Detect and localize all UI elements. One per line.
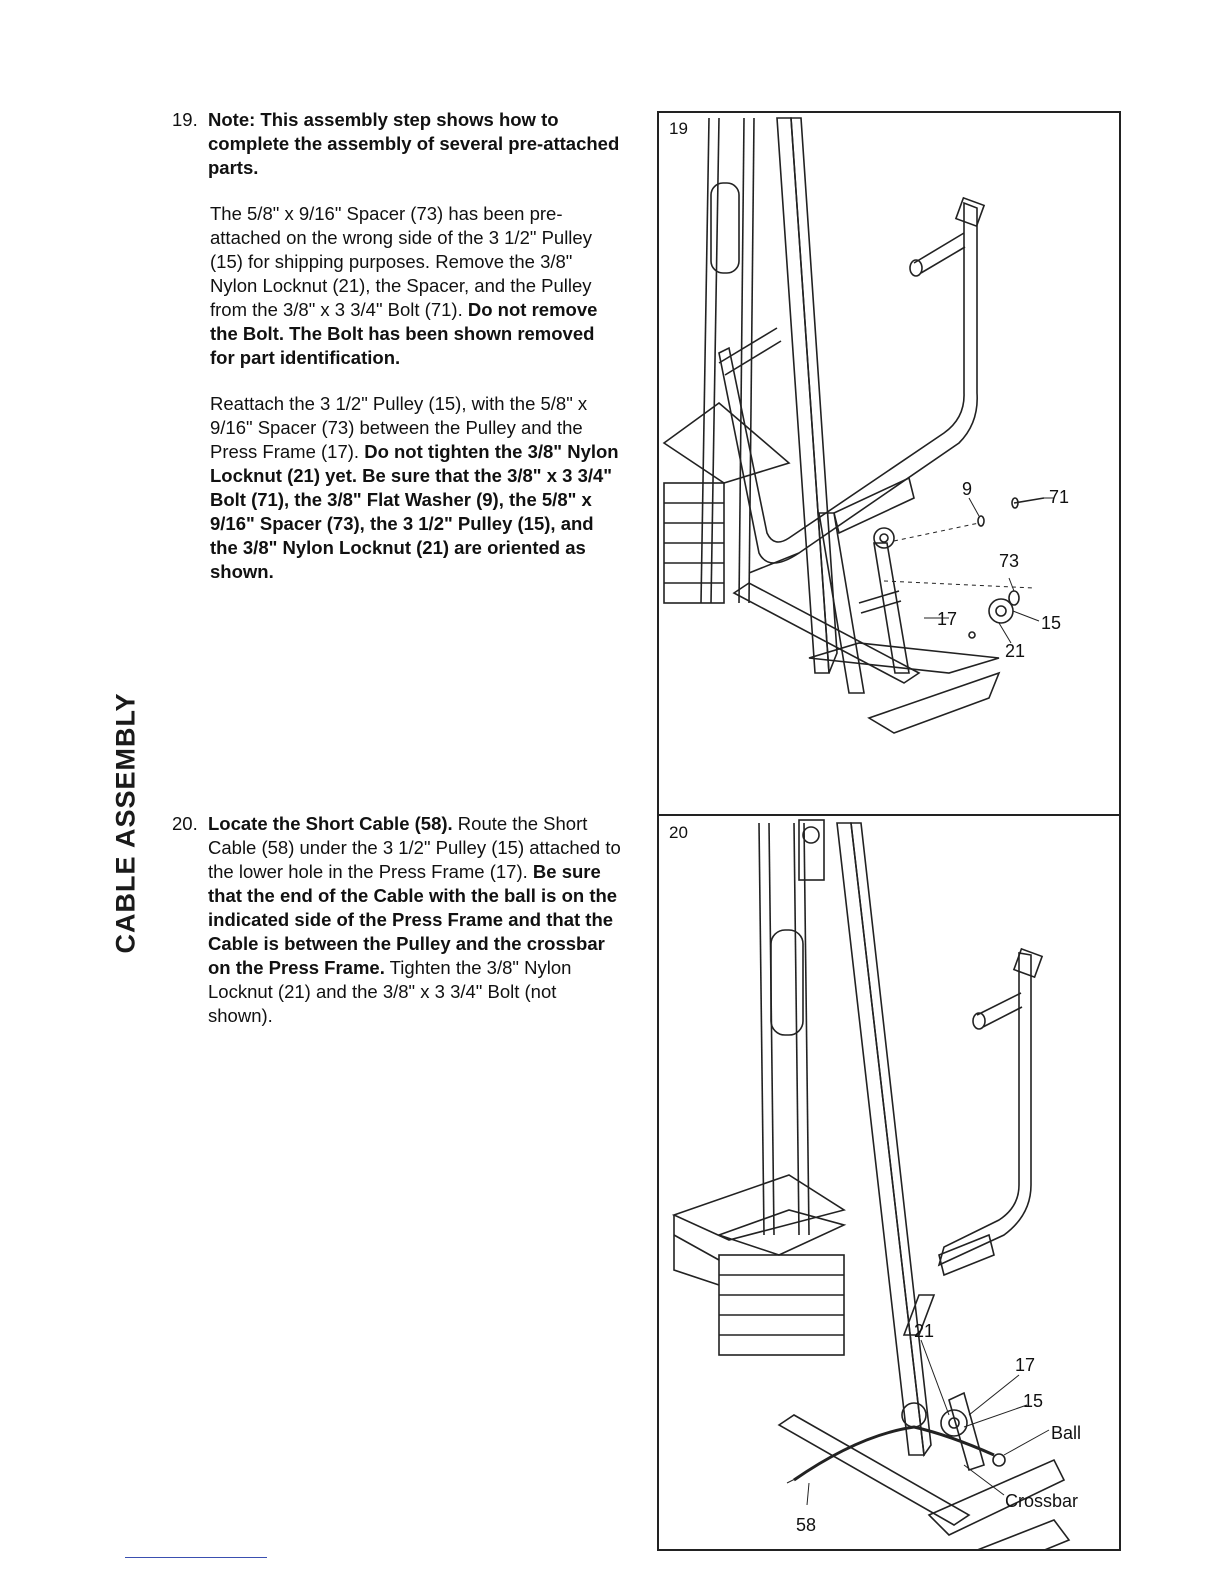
callout-21: 21 [1005, 641, 1026, 661]
guide-rod-left [701, 118, 709, 603]
press-frame-bracket [939, 1235, 994, 1275]
bottom-rule [125, 1557, 267, 1558]
pulley-19 [874, 528, 894, 548]
figure-20-number: 20 [669, 823, 688, 842]
rod-stopper [711, 183, 739, 273]
step-20 [172, 812, 624, 1050]
step-20-text-1: Route the Short Cable (58) under the 3 1/2" Pulley (15) attached to the lower hole in the Press Frame (17). [208, 813, 621, 882]
handle-upper [914, 233, 964, 263]
press-frame-bracket [834, 478, 914, 533]
callout-ball: Ball [1051, 1423, 1082, 1443]
top-pulley-bracket [799, 820, 824, 880]
step-19-number: 19. [172, 109, 198, 130]
cable-ball [993, 1454, 1005, 1466]
callout-15: 15 [1023, 1391, 1044, 1411]
step-20-bold-1: Locate the Short Cable (58). [208, 813, 453, 834]
weight-stack [674, 1175, 844, 1355]
pulley-15 [989, 599, 1013, 623]
step-19 [172, 108, 624, 606]
step-19-note: Note: This assembly step shows how to complete the assembly of several pre-attached parts. [208, 109, 620, 178]
step-19-p2-bold: Do not tighten the 3/8" Nylon Locknut (21) yet. Be sure that the 3/8" x 3 3/4" Bolt (71), the 3/8" Flat Washer (9), the 5/8" x 9/16" Spacer (73), the 3 1/2" Pulley (15), and the 3/8" Nylon Locknut (21) are oriented as shown. [210, 441, 619, 582]
figure-19-illustration [659, 113, 1119, 813]
washer-9 [978, 516, 984, 526]
guide-rod-left [759, 823, 764, 1235]
section-tab [96, 683, 156, 963]
callout-71: 71 [1049, 487, 1070, 507]
step-19-p1-bold: Do not remove the Bolt. The Bolt has been shown removed for part identification. [210, 299, 598, 368]
callout-73: 73 [999, 551, 1020, 571]
handle-lower [719, 328, 777, 363]
press-frame-arm [939, 953, 1031, 1265]
step-19-p2-text: Reattach the 3 1/2" Pulley (15), with the 5/8" x 9/16" Spacer (73) between the Pulley and the Press Frame (17). [210, 393, 588, 462]
callout-9: 9 [962, 479, 973, 499]
guide-rod-right [794, 823, 799, 1235]
guide-rod-right [739, 118, 744, 603]
figure-panel [657, 111, 1121, 1551]
step-19-p1-text: The 5/8" x 9/16" Spacer (73) has been pre-attached on the wrong side of the 3 1/2" Pulley (15) for shipping purposes. Remove the 3/8" Nylon Locknut (21), the Spacer, and the Pulley from the 3/8" x 3 3/4" Bolt (71). [210, 203, 592, 320]
weight-stack [664, 403, 789, 603]
callout-17: 17 [1015, 1355, 1036, 1375]
main-upright [777, 118, 829, 673]
callout-58: 58 [796, 1515, 817, 1535]
figure-19-number: 19 [669, 119, 688, 138]
rod-stopper [771, 930, 803, 1035]
locknut-21 [969, 632, 975, 638]
figure-20-illustration [659, 815, 1119, 1549]
step-20-text-2: Tighten the 3/8" Nylon Locknut (21) and the 3/8" x 3 3/4" Bolt (not shown). [208, 957, 572, 1026]
pulley-15 [941, 1410, 967, 1436]
callout-17: 17 [937, 609, 958, 629]
foot-plate [869, 673, 999, 733]
pulley-lower [902, 1403, 926, 1427]
section-tab-label: CABLE ASSEMBLY [110, 692, 141, 954]
callout-15: 15 [1041, 613, 1062, 633]
main-upright [837, 823, 924, 1455]
press-frame-arm [719, 203, 977, 563]
callout-21: 21 [914, 1321, 935, 1341]
press-frame-leg [949, 1393, 984, 1470]
step-20-number: 20. [172, 813, 198, 834]
callout-crossbar: Crossbar [1005, 1491, 1079, 1511]
step-20-bold-2: Be sure that the end of the Cable with the ball is on the indicated side of the Press Frame and that the Cable is between the Pulley and the crossbar on the Press Frame. [208, 861, 618, 978]
